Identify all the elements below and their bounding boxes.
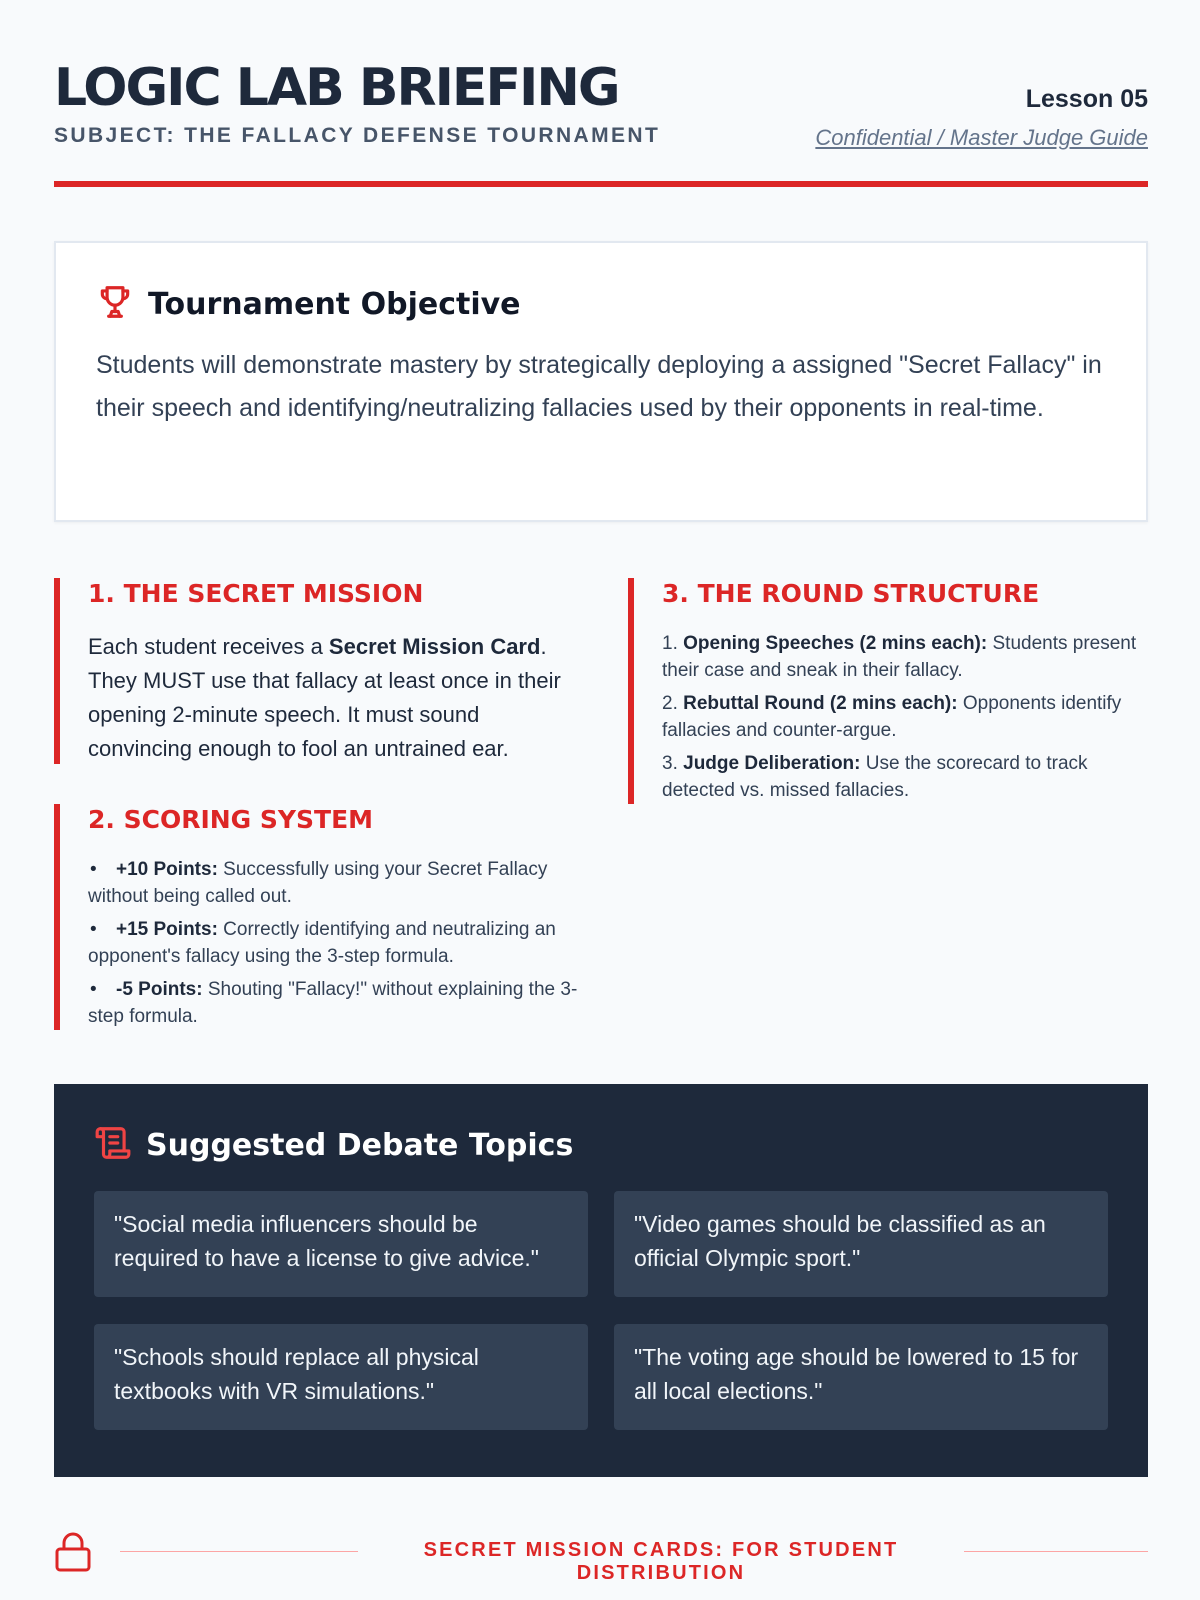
topic-card: "Video games should be classified as an official Olympic sport.": [614, 1191, 1108, 1297]
secret-mission-section: [54, 578, 584, 764]
objective-card: [54, 241, 1148, 522]
topic-card: "Social media influencers should be required to have a license to give advice.": [94, 1191, 588, 1297]
objective-title: Tournament Objective: [148, 287, 521, 322]
scroll-icon: [94, 1124, 132, 1167]
confidential-label: Confidential / Master Judge Guide: [815, 125, 1148, 150]
lock-icon: [54, 1531, 92, 1573]
list-item: 2. Rebuttal Round (2 mins each): Opponents identify fallacies and counter-argue.: [662, 693, 1122, 741]
list-item: • +15 Points: Correctly identifying and neutralizing an opponent's fallacy using the 3-step formula.: [88, 919, 556, 967]
section-title: 3. THE ROUND STRUCTURE: [662, 579, 1040, 608]
page-subtitle: SUBJECT: THE FALLACY DEFENSE TOURNAMENT: [54, 124, 661, 147]
list-item: 3. Judge Deliberation: Use the scorecard to track detected vs. missed fallacies.: [662, 753, 1088, 801]
lesson-number: Lesson 05: [1025, 85, 1148, 113]
topic-card: "The voting age should be lowered to 15 for all local elections.": [614, 1324, 1108, 1430]
scoring-list: [88, 856, 584, 1030]
section-title: 2. SCORING SYSTEM: [88, 805, 374, 834]
header-divider: [54, 181, 1148, 187]
section-title: 1. THE SECRET MISSION: [88, 579, 424, 608]
header: [54, 0, 1148, 188]
footer-divider-right: [964, 1551, 1148, 1552]
footer-divider-left: [120, 1551, 358, 1552]
topics-grid: [94, 1191, 1108, 1430]
trophy-icon: [96, 283, 134, 326]
round-list: [662, 630, 1148, 804]
footer-label: SECRET MISSION CARDS: FOR STUDENT DISTRIBUTION: [423, 1539, 899, 1584]
footer: [54, 1527, 1148, 1584]
list-item: 1. Opening Speeches (2 mins each): Students present their case and sneak in their fallacy.: [662, 633, 1137, 681]
secret-mission-text: Each student receives a Secret Mission Card. They MUST use that fallacy at least once in their opening 2-minute speech. It must sound convincing enough to fool an untrained ear.: [88, 634, 561, 761]
briefing-page: [54, 0, 1148, 1584]
objective-text: Students will demonstrate mastery by strategically deploying a assigned "Secret Fallacy" in their speech and identifying/neutralizing fallacies used by their opponents in real-time.: [96, 351, 1102, 422]
list-item: • -5 Points: Shouting "Fallacy!" without explaining the 3-step formula.: [88, 979, 578, 1027]
page-title: LOGIC LAB BRIEFING: [54, 58, 619, 118]
topic-card: "Schools should replace all physical textbooks with VR simulations.": [94, 1324, 588, 1430]
round-structure-section: [628, 578, 1148, 804]
list-item: • +10 Points: Successfully using your Secret Fallacy without being called out.: [88, 859, 548, 907]
secret-mission-card-term: Secret Mission Card: [328, 634, 541, 659]
scoring-section: [54, 804, 584, 1030]
debate-topics-panel: [54, 1084, 1148, 1477]
topics-title: Suggested Debate Topics: [146, 1128, 574, 1163]
